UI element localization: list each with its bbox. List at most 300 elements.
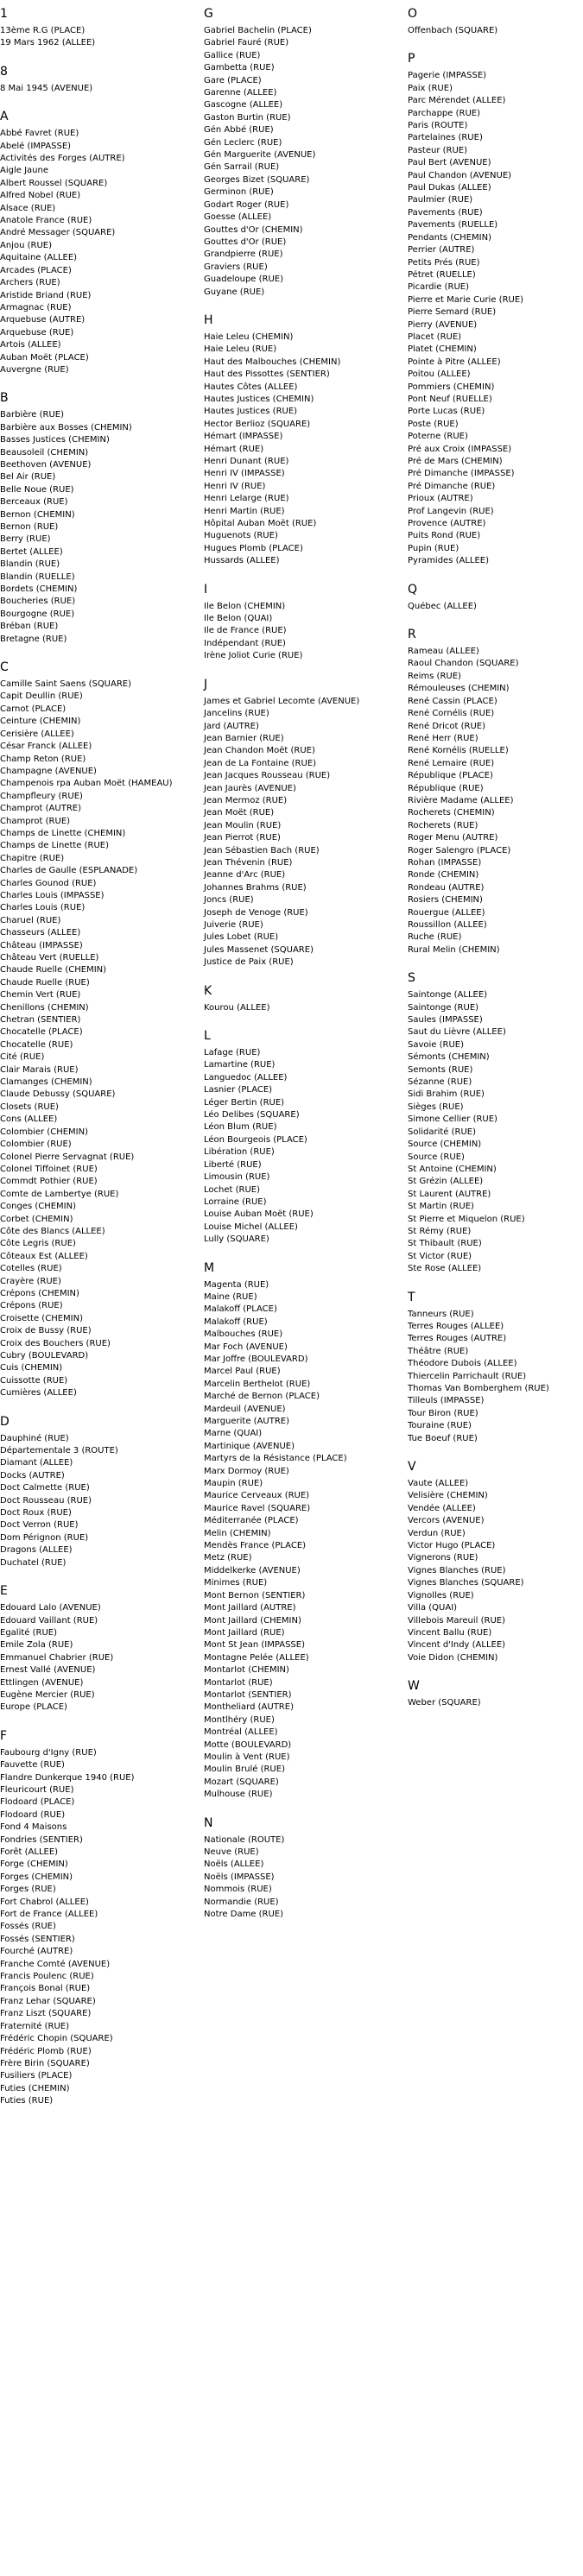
letter-section bbox=[408, 628, 583, 957]
street-entry: Henri Dunant (RUE) bbox=[204, 457, 289, 466]
street-entry: Québec (ALLEE) bbox=[408, 601, 477, 611]
street-entry: Champs de Linette (CHEMIN) bbox=[0, 828, 126, 838]
street-entry: Lasnier (PLACE) bbox=[204, 1085, 273, 1095]
street-entry: Pierre et Marie Curie (RUE) bbox=[408, 294, 524, 305]
street-entry: Thiercelin Parrichault (RUE) bbox=[408, 1371, 527, 1381]
street-entry: Champ Reton (RUE) bbox=[0, 754, 86, 764]
street-entry: St Rémy (RUE) bbox=[408, 1226, 472, 1236]
street-entry: Pendants (CHEMIN) bbox=[408, 232, 491, 243]
street-entry: Sézanne (RUE) bbox=[408, 1077, 472, 1088]
street-entry: Fondries (SENTIER) bbox=[0, 1834, 83, 1845]
section-letter-heading: 8 bbox=[0, 64, 8, 79]
street-entry: Champs de Linette (RUE) bbox=[0, 841, 110, 851]
street-entry: Mendès France (PLACE) bbox=[204, 1541, 307, 1551]
street-list bbox=[408, 646, 583, 957]
street-entry: Saules (IMPASSE) bbox=[408, 1015, 483, 1026]
street-entry: Pierre Semard (RUE) bbox=[408, 307, 497, 318]
street-entry: Montarlot (SENTIER) bbox=[204, 1689, 292, 1700]
street-entry: Poste (RUE) bbox=[408, 419, 459, 429]
street-entry: Closets (RUE) bbox=[0, 1102, 59, 1112]
street-entry: Lafage (RUE) bbox=[204, 1048, 261, 1058]
street-entry: Languedoc (ALLEE) bbox=[204, 1072, 288, 1083]
street-entry: Paul Bert (AVENUE) bbox=[408, 158, 491, 168]
street-entry: Berry (RUE) bbox=[0, 534, 51, 545]
street-entry: Théodore Dubois (ALLEE) bbox=[408, 1359, 517, 1369]
street-entry: Montagne Pelée (ALLEE) bbox=[204, 1652, 309, 1663]
street-entry: François Bonal (RUE) bbox=[0, 1984, 91, 1994]
street-entry: Tue Boeuf (RUE) bbox=[408, 1433, 478, 1443]
street-entry: Henri Martin (RUE) bbox=[204, 506, 285, 516]
street-entry: Saut du Lièvre (ALLEE) bbox=[408, 1027, 506, 1038]
street-list bbox=[0, 679, 192, 1400]
street-entry: Liberté (RUE) bbox=[204, 1159, 262, 1170]
street-list bbox=[204, 601, 396, 663]
street-entry: Haie Leleu (CHEMIN) bbox=[204, 331, 294, 342]
street-entry: Parc Mérendet (ALLEE) bbox=[408, 96, 506, 106]
street-entry: Doct Roux (RUE) bbox=[0, 1508, 72, 1518]
street-entry: Chenillons (CHEMIN) bbox=[0, 1002, 89, 1013]
street-entry: Jules Lobet (RUE) bbox=[204, 932, 279, 943]
street-entry: Basses Justices (CHEMIN) bbox=[0, 435, 110, 445]
street-entry: Futies (CHEMIN) bbox=[0, 2083, 70, 2093]
street-list bbox=[204, 1279, 396, 1802]
letter-section bbox=[0, 660, 192, 1400]
street-entry: Rocherets (RUE) bbox=[408, 820, 478, 830]
street-entry: Côte Legris (RUE) bbox=[0, 1239, 76, 1249]
street-entry: Semonts (RUE) bbox=[408, 1064, 473, 1075]
street-entry: Doct Verron (RUE) bbox=[0, 1520, 79, 1531]
street-entry: Magenta (RUE) bbox=[204, 1279, 269, 1290]
street-entry: Parchappe (RUE) bbox=[408, 108, 480, 118]
street-entry: Vendée (ALLEE) bbox=[408, 1503, 476, 1513]
street-entry: Maine (RUE) bbox=[204, 1291, 257, 1302]
street-entry: Doct Rousseau (RUE) bbox=[0, 1495, 92, 1506]
street-entry: Johannes Brahms (RUE) bbox=[204, 882, 307, 893]
street-entry: République (RUE) bbox=[408, 783, 484, 793]
section-letter-heading: P bbox=[408, 52, 415, 66]
street-entry: Charuel (RUE) bbox=[0, 915, 61, 925]
street-entry: Prioux (AUTRE) bbox=[408, 494, 473, 504]
street-entry: Poitou (ALLEE) bbox=[408, 369, 471, 380]
street-entry: Dom Pérignon (RUE) bbox=[0, 1532, 89, 1543]
street-list bbox=[204, 1834, 396, 1922]
street-entry: Tanneurs (RUE) bbox=[408, 1309, 474, 1319]
street-entry: St Laurent (AUTRE) bbox=[408, 1189, 491, 1199]
street-entry: Champenois rpa Auban Moët (HAMEAU) bbox=[0, 779, 173, 789]
street-entry: Vaute (ALLEE) bbox=[408, 1479, 469, 1489]
street-entry: Faubourg d'Igny (RUE) bbox=[0, 1747, 97, 1758]
street-entry: St Antoine (CHEMIN) bbox=[408, 1164, 497, 1174]
street-entry: Tour Biron (RUE) bbox=[408, 1408, 478, 1418]
street-entry: Activités des Forges (AUTRE) bbox=[0, 154, 125, 164]
section-letter-heading: T bbox=[408, 1290, 415, 1304]
street-entry: Marx Dormoy (RUE) bbox=[204, 1466, 289, 1476]
street-entry: Archers (RUE) bbox=[0, 278, 60, 288]
street-entry: Georges Bizet (SQUARE) bbox=[204, 174, 310, 185]
street-entry: Goesse (ALLEE) bbox=[204, 212, 272, 223]
street-entry: Gén Marguerite (AVENUE) bbox=[204, 150, 316, 161]
street-entry: Ernest Vallé (AVENUE) bbox=[0, 1665, 96, 1676]
letter-section bbox=[0, 1584, 192, 1714]
street-entry: Dauphiné (RUE) bbox=[0, 1433, 69, 1443]
street-entry: Chocatelle (RUE) bbox=[0, 1039, 73, 1050]
street-entry: Frédéric Chopin (SQUARE) bbox=[0, 2034, 113, 2044]
section-letter-heading: N bbox=[204, 1815, 213, 1830]
street-entry: André Messager (SQUARE) bbox=[0, 228, 116, 238]
street-entry: Futies (RUE) bbox=[0, 2096, 54, 2106]
street-entry: Franz Lehar (SQUARE) bbox=[0, 1996, 96, 2006]
letter-section bbox=[408, 971, 583, 1275]
street-entry: Edouard Vaillant (RUE) bbox=[0, 1615, 98, 1626]
street-entry: Guadeloupe (RUE) bbox=[204, 275, 284, 285]
street-entry: Bernon (CHEMIN) bbox=[0, 509, 75, 520]
street-entry: Colonel Tiffoinet (RUE) bbox=[0, 1164, 98, 1174]
street-entry: Savoie (RUE) bbox=[408, 1039, 465, 1050]
street-entry: Gare (PLACE) bbox=[204, 75, 262, 85]
street-entry: Départementale 3 (ROUTE) bbox=[0, 1446, 118, 1456]
street-entry: Haut des Malbouches (CHEMIN) bbox=[204, 357, 341, 367]
street-list bbox=[0, 83, 192, 95]
street-entry: Chocatelle (PLACE) bbox=[0, 1027, 83, 1038]
street-entry: Saintonge (ALLEE) bbox=[408, 990, 488, 1001]
section-letter-heading: E bbox=[0, 1584, 8, 1599]
street-entry: Conges (CHEMIN) bbox=[0, 1202, 77, 1212]
street-entry: Hautes Justices (CHEMIN) bbox=[204, 394, 314, 404]
street-entry: Pagerie (IMPASSE) bbox=[408, 71, 487, 81]
section-letter-heading: C bbox=[0, 660, 9, 675]
street-entry: Chemin Vert (RUE) bbox=[0, 990, 81, 1001]
street-entry: Dragons (ALLEE) bbox=[0, 1545, 73, 1556]
street-entry: Léon Blum (RUE) bbox=[204, 1122, 277, 1133]
street-entry: Lamartine (RUE) bbox=[204, 1060, 276, 1070]
street-entry: Rosiers (CHEMIN) bbox=[408, 895, 483, 906]
street-entry: René Cassin (PLACE) bbox=[408, 696, 497, 706]
street-entry: 8 Mai 1945 (AVENUE) bbox=[0, 83, 93, 93]
street-entry: Martyrs de la Résistance (PLACE) bbox=[204, 1454, 347, 1464]
street-entry: Croix de Bussy (RUE) bbox=[0, 1326, 92, 1336]
street-entry: Barbière (RUE) bbox=[0, 410, 64, 420]
letter-section bbox=[408, 1679, 583, 1709]
street-entry: Pré aux Croix (IMPASSE) bbox=[408, 444, 512, 454]
section-letter-heading: M bbox=[204, 1260, 215, 1275]
street-entry: Porte Lucas (RUE) bbox=[408, 407, 485, 417]
street-entry: Théâtre (RUE) bbox=[408, 1346, 469, 1356]
street-entry: Francis Poulenc (RUE) bbox=[0, 1972, 94, 1982]
street-entry: Duchatel (RUE) bbox=[0, 1557, 67, 1568]
street-entry: Château Vert (RUELLE) bbox=[0, 953, 99, 963]
street-entry: Cuis (CHEMIN) bbox=[0, 1363, 63, 1373]
street-entry: Clair Marais (RUE) bbox=[0, 1064, 79, 1075]
street-entry: Aquitaine (ALLEE) bbox=[0, 253, 78, 263]
street-entry: St Victor (RUE) bbox=[408, 1251, 472, 1261]
street-entry: Paul Dukas (ALLEE) bbox=[408, 183, 491, 193]
street-entry: Mar Joffre (BOULEVARD) bbox=[204, 1354, 308, 1364]
street-entry: Marne (QUAI) bbox=[204, 1429, 263, 1439]
street-entry: Côteaux Est (ALLEE) bbox=[0, 1251, 88, 1261]
street-entry: Boucheries (RUE) bbox=[0, 597, 76, 607]
street-entry: Commdt Pothier (RUE) bbox=[0, 1177, 98, 1187]
street-entry: Chasseurs (ALLEE) bbox=[0, 928, 81, 938]
street-entry: Vercors (AVENUE) bbox=[408, 1516, 485, 1526]
street-entry: Jeanne d'Arc (RUE) bbox=[204, 870, 286, 881]
street-entry: Roger Menu (AUTRE) bbox=[408, 833, 498, 843]
section-letter-heading: S bbox=[408, 971, 415, 986]
street-entry: Puits Rond (RUE) bbox=[408, 531, 481, 541]
street-entry: Fond 4 Maisons bbox=[0, 1822, 67, 1833]
street-entry: Lochet (RUE) bbox=[204, 1184, 260, 1195]
street-entry: Jean Sébastien Bach (RUE) bbox=[204, 845, 320, 856]
street-entry: Grandpierre (RUE) bbox=[204, 249, 283, 260]
street-entry: Lully (SQUARE) bbox=[204, 1234, 269, 1245]
street-entry: Sidi Brahim (RUE) bbox=[408, 1089, 485, 1100]
street-entry: Velisière (CHEMIN) bbox=[408, 1491, 488, 1501]
street-entry: Pétret (RUELLE) bbox=[408, 269, 476, 280]
letter-section bbox=[204, 583, 396, 663]
street-entry: Metz (RUE) bbox=[204, 1553, 252, 1563]
street-list bbox=[408, 25, 583, 37]
street-entry: Champagne (AVENUE) bbox=[0, 766, 97, 776]
street-entry: Docks (AUTRE) bbox=[0, 1470, 65, 1481]
street-entry: Picardie (RUE) bbox=[408, 282, 469, 293]
street-entry: Gouttes d'Or (RUE) bbox=[204, 237, 287, 247]
street-entry: Vincent d'Indy (ALLEE) bbox=[408, 1640, 506, 1651]
street-entry: Offenbach (SQUARE) bbox=[408, 26, 498, 35]
street-entry: St Thibault (RUE) bbox=[408, 1239, 482, 1249]
street-entry: Corbet (CHEMIN) bbox=[0, 1214, 73, 1224]
street-entry: Doct Calmette (RUE) bbox=[0, 1483, 90, 1493]
street-entry: Paulmier (RUE) bbox=[408, 195, 473, 205]
street-entry: Alfred Nobel (RUE) bbox=[0, 191, 81, 201]
street-entry: Ile Belon (QUAI) bbox=[204, 614, 273, 624]
street-list bbox=[408, 70, 583, 567]
street-entry: Placet (RUE) bbox=[408, 331, 462, 342]
street-entry: Justice de Paix (RUE) bbox=[204, 957, 294, 968]
street-entry: René Cornélis (RUE) bbox=[408, 709, 495, 719]
street-entry: Libération (RUE) bbox=[204, 1147, 275, 1158]
street-entry: Gén Sarrail (RUE) bbox=[204, 162, 280, 173]
street-entry: Cerisière (ALLEE) bbox=[0, 729, 74, 739]
street-entry: Fauvette (RUE) bbox=[0, 1760, 65, 1771]
street-list bbox=[0, 409, 192, 646]
street-entry: Maupin (RUE) bbox=[204, 1479, 263, 1489]
street-entry: Armagnac (RUE) bbox=[0, 302, 72, 313]
street-entry: Montréal (ALLEE) bbox=[204, 1727, 278, 1738]
street-entry: Vignes Blanches (RUE) bbox=[408, 1565, 506, 1575]
street-entry: Pommiers (CHEMIN) bbox=[408, 382, 495, 392]
street-entry: Mardeuil (AVENUE) bbox=[204, 1404, 286, 1414]
street-entry: Franche Comté (AVENUE) bbox=[0, 1959, 111, 1969]
street-entry: Rouergue (ALLEE) bbox=[408, 907, 485, 918]
street-entry: Juiverie (RUE) bbox=[204, 920, 263, 930]
street-entry: Joseph de Venoge (RUE) bbox=[204, 907, 308, 918]
street-entry: Rural Melin (CHEMIN) bbox=[408, 944, 500, 955]
street-entry: Forges (RUE) bbox=[0, 1885, 56, 1895]
street-entry: Villebois Mareuil (RUE) bbox=[408, 1615, 506, 1626]
street-entry: Ronde (CHEMIN) bbox=[408, 870, 479, 881]
street-entry: Rameau (ALLEE) bbox=[408, 647, 479, 657]
street-entry: Cumières (ALLEE) bbox=[0, 1388, 77, 1398]
street-entry: Pré Dimanche (IMPASSE) bbox=[408, 469, 515, 479]
street-entry: Gén Leclerc (RUE) bbox=[204, 137, 282, 148]
street-entry: Pupin (RUE) bbox=[408, 543, 459, 553]
letter-section bbox=[204, 1816, 396, 1922]
street-entry: Henri IV (RUE) bbox=[204, 481, 266, 491]
street-list bbox=[204, 331, 396, 568]
street-list bbox=[204, 25, 396, 299]
letter-section bbox=[0, 1729, 192, 2108]
street-entry: Fraternité (RUE) bbox=[0, 2021, 70, 2031]
street-entry: Albert Roussel (SQUARE) bbox=[0, 178, 108, 188]
street-entry: Chetran (SENTIER) bbox=[0, 1015, 81, 1026]
street-list bbox=[204, 696, 396, 969]
street-entry: Charles Gounod (RUE) bbox=[0, 878, 97, 888]
street-entry: Touraine (RUE) bbox=[408, 1421, 472, 1431]
street-entry: Henri IV (IMPASSE) bbox=[204, 469, 285, 479]
street-entry: Verdun (RUE) bbox=[408, 1528, 466, 1538]
street-entry: Côte des Blancs (ALLEE) bbox=[0, 1226, 105, 1236]
letter-section bbox=[0, 7, 192, 50]
street-entry: Pré de Mars (CHEMIN) bbox=[408, 457, 503, 466]
street-entry: Colombier (RUE) bbox=[0, 1140, 72, 1150]
section-letter-heading: B bbox=[0, 391, 9, 406]
street-entry: Partelaines (RUE) bbox=[408, 133, 483, 143]
street-entry: Léon Bourgeois (PLACE) bbox=[204, 1134, 307, 1145]
street-entry: Bourgogne (RUE) bbox=[0, 609, 75, 619]
street-entry: Terres Rouges (ALLEE) bbox=[408, 1321, 504, 1331]
street-entry: Terres Rouges (AUTRE) bbox=[408, 1334, 507, 1344]
street-entry: Fossés (SENTIER) bbox=[0, 1934, 75, 1944]
street-index-column-1 bbox=[0, 7, 192, 2123]
street-entry: Jean de La Fontaine (RUE) bbox=[204, 758, 317, 768]
street-entry: Kourou (ALLEE) bbox=[204, 1002, 270, 1013]
street-entry: Anjou (RUE) bbox=[0, 240, 52, 250]
street-entry: Blandin (RUE) bbox=[0, 559, 60, 570]
street-entry: Crayère (RUE) bbox=[0, 1276, 61, 1286]
street-entry: Montarlot (RUE) bbox=[204, 1677, 273, 1688]
street-entry: Louise Michel (ALLEE) bbox=[204, 1222, 298, 1232]
section-letter-heading: A bbox=[0, 110, 9, 124]
street-entry: Rivière Madame (ALLEE) bbox=[408, 795, 514, 805]
street-entry: Limousin (RUE) bbox=[204, 1172, 270, 1183]
street-entry: Indépendant (RUE) bbox=[204, 638, 286, 648]
street-entry: Ile de France (RUE) bbox=[204, 626, 287, 636]
street-entry: Perrier (AUTRE) bbox=[408, 245, 475, 256]
street-entry: Mont Jaillard (AUTRE) bbox=[204, 1603, 296, 1613]
letter-section bbox=[408, 7, 583, 37]
street-entry: Eugène Mercier (RUE) bbox=[0, 1689, 95, 1700]
street-entry: René Dricot (RUE) bbox=[408, 721, 486, 731]
street-entry: Léo Delibes (SQUARE) bbox=[204, 1110, 300, 1121]
street-entry: Fort de France (ALLEE) bbox=[0, 1910, 98, 1920]
street-entry: Graviers (RUE) bbox=[204, 262, 268, 272]
street-entry: Mont Jaillard (RUE) bbox=[204, 1627, 285, 1638]
section-letter-heading: H bbox=[204, 313, 213, 327]
street-entry: Paris (ROUTE) bbox=[408, 121, 468, 131]
street-entry: Nommois (RUE) bbox=[204, 1885, 272, 1895]
letter-section bbox=[0, 1415, 192, 1569]
street-entry: Poterne (RUE) bbox=[408, 432, 468, 442]
street-list bbox=[408, 1697, 583, 1709]
section-letter-heading: D bbox=[0, 1414, 10, 1429]
street-entry: Jean Moët (RUE) bbox=[204, 808, 275, 818]
street-entry: Simone Cellier (RUE) bbox=[408, 1114, 497, 1125]
street-entry: Minimes (RUE) bbox=[204, 1578, 268, 1588]
street-list bbox=[0, 1433, 192, 1569]
street-entry: Saintonge (RUE) bbox=[408, 1002, 479, 1013]
letter-section bbox=[204, 984, 396, 1014]
street-entry: Pierry (AVENUE) bbox=[408, 319, 478, 330]
street-entry: Bernon (RUE) bbox=[0, 522, 59, 532]
section-letter-heading: L bbox=[204, 1029, 211, 1044]
street-entry: Franz Liszt (SQUARE) bbox=[0, 2009, 92, 2019]
street-entry: Frère Birin (SQUARE) bbox=[0, 2058, 90, 2068]
street-entry: St Grézin (ALLEE) bbox=[408, 1177, 484, 1187]
street-entry: Fleuricourt (RUE) bbox=[0, 1784, 74, 1795]
street-entry: Camille Saint Saens (SQUARE) bbox=[0, 679, 132, 690]
street-entry: Middelkerke (AVENUE) bbox=[204, 1565, 301, 1575]
street-entry: Rocherets (CHEMIN) bbox=[408, 808, 495, 818]
street-entry: Solidarité (RUE) bbox=[408, 1127, 477, 1137]
street-entry: Croix des Bouchers (RUE) bbox=[0, 1338, 111, 1348]
street-entry: Jean Barnier (RUE) bbox=[204, 733, 284, 743]
section-letter-heading: G bbox=[204, 7, 213, 21]
street-entry: Jard (AUTRE) bbox=[204, 721, 259, 731]
street-entry: Provence (AUTRE) bbox=[408, 519, 486, 529]
street-entry: Cuissotte (RUE) bbox=[0, 1375, 68, 1386]
letter-section bbox=[204, 1261, 396, 1802]
street-list bbox=[204, 1047, 396, 1247]
letter-section bbox=[204, 7, 396, 299]
street-entry: Mozart (SQUARE) bbox=[204, 1777, 279, 1787]
section-letter-heading: W bbox=[408, 1679, 420, 1694]
street-entry: Gambetta (RUE) bbox=[204, 63, 275, 73]
street-entry: Anatole France (RUE) bbox=[0, 216, 92, 226]
street-entry: Reims (RUE) bbox=[408, 671, 461, 681]
street-entry: Fort Chabrol (ALLEE) bbox=[0, 1897, 89, 1907]
letter-section bbox=[408, 583, 583, 613]
street-entry: Flodoard (PLACE) bbox=[0, 1797, 75, 1808]
street-entry: Cotelles (RUE) bbox=[0, 1264, 62, 1274]
street-entry: Champfleury (RUE) bbox=[0, 791, 83, 801]
street-entry: Jean Jacques Rousseau (RUE) bbox=[204, 771, 331, 781]
street-entry: Beethoven (AVENUE) bbox=[0, 459, 92, 470]
street-entry: Hector Berlioz (SQUARE) bbox=[204, 419, 311, 429]
street-list bbox=[0, 1747, 192, 2108]
street-entry: Haut des Pissottes (SENTIER) bbox=[204, 369, 330, 380]
street-entry: Colombier (CHEMIN) bbox=[0, 1127, 88, 1137]
street-entry: Paix (RUE) bbox=[408, 83, 453, 93]
street-entry: Vignes Blanches (SQUARE) bbox=[408, 1578, 524, 1588]
street-entry: Aristide Briand (RUE) bbox=[0, 290, 92, 300]
street-entry: Forêt (ALLEE) bbox=[0, 1847, 59, 1857]
street-list bbox=[204, 1002, 396, 1014]
street-entry: Malakoff (PLACE) bbox=[204, 1304, 277, 1315]
street-entry: Source (CHEMIN) bbox=[408, 1140, 482, 1150]
street-entry: Bretagne (RUE) bbox=[0, 634, 67, 644]
letter-section bbox=[204, 313, 396, 568]
street-entry: Flodoard (RUE) bbox=[0, 1809, 66, 1820]
street-entry: Hautes Côtes (ALLEE) bbox=[204, 382, 298, 392]
street-entry: Jean Thévenin (RUE) bbox=[204, 857, 293, 868]
street-entry: Jean Moulin (RUE) bbox=[204, 820, 282, 830]
street-entry: Croisette (CHEMIN) bbox=[0, 1313, 83, 1323]
street-entry: Gabriel Fauré (RUE) bbox=[204, 38, 289, 48]
street-index-column-3 bbox=[408, 7, 583, 1725]
section-letter-heading: Q bbox=[408, 582, 418, 597]
street-entry: Montheliard (AUTRE) bbox=[204, 1702, 294, 1713]
section-letter-heading: O bbox=[408, 7, 418, 21]
street-entry: Melin (CHEMIN) bbox=[204, 1528, 271, 1538]
